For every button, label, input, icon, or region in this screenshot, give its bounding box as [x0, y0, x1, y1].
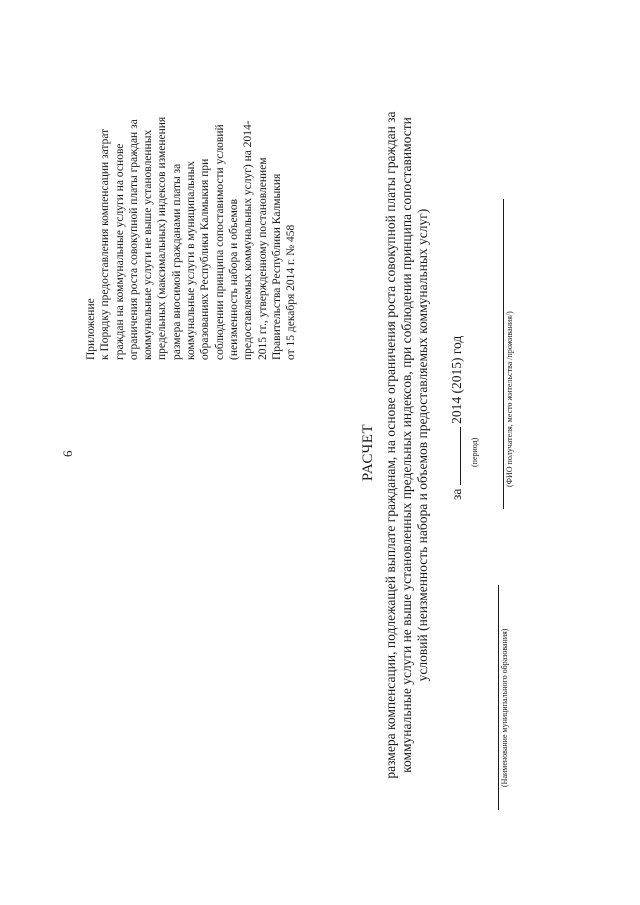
appendix-line: Приложение — [85, 298, 97, 360]
appendix-line: предельных (максимальных) индексов изменения — [156, 116, 169, 360]
appendix-line: 2015 гг., утвержденному постановлением — [256, 157, 269, 360]
municipality-caption: (Наименование муниципального образования) — [500, 628, 509, 787]
appendix-line: коммунальные услуги в муниципальных — [185, 160, 198, 360]
subtitle-line: условий (неизменность набора и объемов предоставляемых коммунальных услуг) — [415, 208, 430, 682]
subtitle-line: коммунальные услуги не выше установленных предельных индексов, при соблюдении принципа сопоставимости — [399, 117, 414, 773]
appendix-line: предоставляемых коммунальных услуг) на 2014- — [242, 120, 255, 360]
recipient-blank-line — [503, 199, 504, 509]
recipient-caption: (ФИО получателя, место жительства /проживания/) — [505, 311, 514, 487]
appendix-line: соблюдении принципа сопоставимости условий — [213, 124, 226, 360]
appendix-line: размера вносимой гражданами платы за — [170, 163, 183, 360]
appendix-line: к Порядку предоставления компенсации затрат — [99, 128, 112, 360]
period-suffix: 2014 (2015) год — [449, 335, 464, 424]
document-subtitle — [383, 45, 431, 845]
appendix-line: от 15 декабря 2014 г. № 458 — [285, 224, 298, 360]
appendix-line: Правительства Республики Калмыкия — [270, 173, 283, 360]
appendix-line: (неизменность набора и объемов — [227, 198, 240, 360]
appendix-block — [84, 30, 298, 360]
period-blank-line — [448, 427, 461, 485]
municipality-blank-line — [498, 585, 499, 810]
page-number: 6 — [60, 450, 75, 457]
appendix-line: граждан на коммунальные услуги на основе — [113, 143, 126, 360]
appendix-line: образованиях Республики Калмыкия при — [199, 158, 212, 360]
appendix-line: ограничения роста совокупной платы граждан за — [127, 119, 140, 360]
period-prefix: за — [449, 488, 464, 500]
period-row — [448, 336, 465, 500]
appendix-line: коммунальные услуги не выше установленных — [142, 129, 155, 360]
subtitle-line: размера компенсации, подлежащей выплате гражданам, на основе ограничения роста совокупной платы граждан за — [383, 111, 398, 779]
period-caption: (период) — [470, 437, 479, 467]
document-title: РАСЧЕТ — [360, 423, 376, 482]
